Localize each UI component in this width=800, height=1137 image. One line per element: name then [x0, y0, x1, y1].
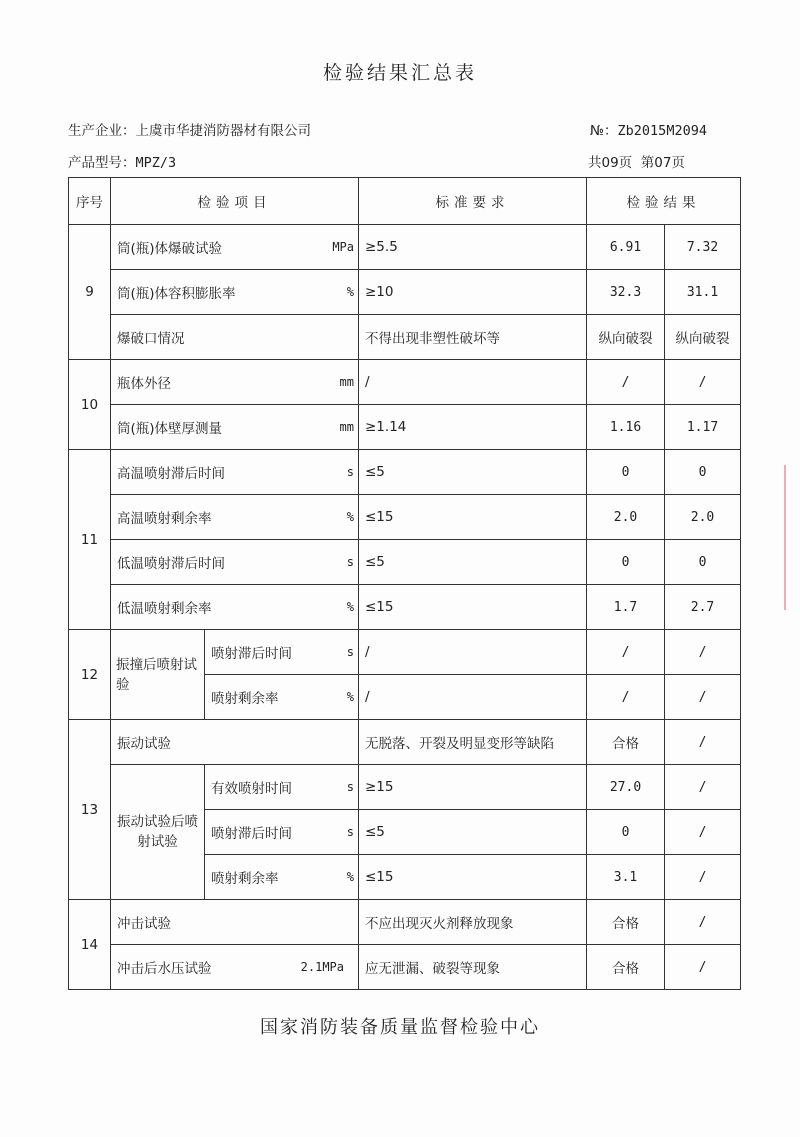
standard-cell: ≤15	[359, 495, 587, 540]
table-row	[69, 495, 741, 540]
result-cell-2: /	[665, 900, 741, 945]
item-cell	[111, 585, 359, 630]
item-cell	[111, 945, 359, 990]
result-cell-2: /	[665, 630, 741, 675]
item-text: 喷射滞后时间	[211, 826, 292, 842]
item-text: 瓶体外径	[117, 376, 171, 392]
result-cell-2: /	[665, 720, 741, 765]
result-cell-2: 2.7	[665, 585, 741, 630]
model-line	[68, 151, 176, 171]
item-cell	[111, 450, 359, 495]
result-cell-1: /	[587, 675, 665, 720]
unit-text: s	[346, 645, 354, 659]
unit-text: %	[346, 690, 354, 704]
item-cell	[205, 765, 359, 810]
result-cell-1: 32.3	[587, 270, 665, 315]
result-cell-2: /	[665, 765, 741, 810]
result-cell-2: 7.32	[665, 225, 741, 270]
result-cell-1: 6.91	[587, 225, 665, 270]
item-text: 筒(瓶)体壁厚测量	[117, 421, 223, 437]
item-cell	[111, 900, 359, 945]
item-cell	[111, 225, 359, 270]
item-cell	[205, 855, 359, 900]
header-seq: 序号	[69, 178, 111, 225]
table-row	[69, 720, 741, 765]
item-text: 喷射滞后时间	[211, 646, 292, 662]
item-text: 冲击试验	[117, 916, 171, 932]
result-cell-1: /	[587, 360, 665, 405]
result-cell-1: 0	[587, 810, 665, 855]
standard-cell: ≥1.14	[359, 405, 587, 450]
seq-cell: 14	[69, 900, 111, 990]
table-row	[69, 225, 741, 270]
item-cell	[111, 495, 359, 540]
result-cell-2: 纵向破裂	[665, 315, 741, 360]
item-text: 高温喷射剩余率	[117, 511, 212, 527]
header-standard: 标准要求	[359, 178, 587, 225]
standard-cell: ≤5	[359, 540, 587, 585]
result-cell-2: /	[665, 360, 741, 405]
seq-cell: 12	[69, 630, 111, 720]
unit-text: mm	[339, 375, 354, 389]
company-label: 生产企业：	[68, 123, 136, 139]
unit-text: %	[346, 510, 354, 524]
number-label: №：	[590, 123, 618, 139]
table-row	[69, 360, 741, 405]
item-text: 有效喷射时间	[211, 781, 292, 797]
standard-cell: 不应出现灭火剂释放现象	[359, 900, 587, 945]
table-row	[69, 765, 741, 810]
result-cell-1: 1.16	[587, 405, 665, 450]
result-cell-1: 27.0	[587, 765, 665, 810]
result-cell-1: 0	[587, 450, 665, 495]
result-cell-2: /	[665, 810, 741, 855]
total-pages: 共09页	[588, 155, 633, 171]
table-row	[69, 450, 741, 495]
item-text: 筒(瓶)体容积膨胀率	[117, 286, 236, 302]
unit-text: s	[346, 555, 354, 569]
seq-cell: 11	[69, 450, 111, 630]
report-number: Zb2015M2094	[617, 123, 707, 139]
page-info	[588, 151, 685, 171]
item-cell	[111, 360, 359, 405]
stamp-edge	[784, 465, 800, 610]
seq-cell: 10	[69, 360, 111, 450]
results-table	[68, 177, 741, 990]
unit-text: s	[346, 780, 354, 794]
item-cell	[205, 810, 359, 855]
result-cell-1: 合格	[587, 945, 665, 990]
company-name: 上虞市华捷消防器材有限公司	[135, 123, 311, 139]
unit-text: %	[346, 285, 354, 299]
seq-cell: 9	[69, 225, 111, 360]
unit-text: MPa	[332, 240, 354, 254]
result-cell-2: /	[665, 855, 741, 900]
standard-cell: /	[359, 675, 587, 720]
standard-cell: /	[359, 360, 587, 405]
result-cell-1: 1.7	[587, 585, 665, 630]
item-cell	[111, 540, 359, 585]
unit-text: s	[346, 465, 354, 479]
result-cell-1: 2.0	[587, 495, 665, 540]
model-label: 产品型号：	[68, 155, 136, 171]
table-row	[69, 315, 741, 360]
standard-cell: 应无泄漏、破裂等现象	[359, 945, 587, 990]
result-cell-1: 纵向破裂	[587, 315, 665, 360]
result-cell-1: /	[587, 630, 665, 675]
unit-text: s	[346, 825, 354, 839]
table-row	[69, 900, 741, 945]
result-cell-1: 0	[587, 540, 665, 585]
item-text: 冲击后水压试验	[117, 961, 212, 977]
standard-cell: /	[359, 630, 587, 675]
table-row	[69, 270, 741, 315]
result-cell-1: 3.1	[587, 855, 665, 900]
group-cell: 振撞后喷射试验	[111, 630, 205, 720]
item-cell	[111, 315, 359, 360]
item-cell	[111, 405, 359, 450]
table-row	[69, 630, 741, 675]
result-cell-2: 31.1	[665, 270, 741, 315]
item-cell	[111, 720, 359, 765]
item-cell	[205, 630, 359, 675]
unit-text: %	[346, 870, 354, 884]
result-cell-2: 2.0	[665, 495, 741, 540]
unit-text: %	[346, 600, 354, 614]
standard-cell: ≥10	[359, 270, 587, 315]
standard-cell: ≤5	[359, 450, 587, 495]
result-cell-1: 合格	[587, 720, 665, 765]
result-cell-2: 0	[665, 540, 741, 585]
unit-text: 2.1MPa	[300, 960, 344, 974]
issuer-footer: 国家消防装备质量监督检验中心	[260, 1017, 540, 1038]
item-text: 低温喷射滞后时间	[117, 556, 225, 572]
header-item: 检验项目	[111, 178, 359, 225]
result-cell-2: 1.17	[665, 405, 741, 450]
result-cell-1: 合格	[587, 900, 665, 945]
page-title: 检验结果汇总表	[322, 62, 477, 84]
standard-cell: ≤15	[359, 855, 587, 900]
table-row	[69, 585, 741, 630]
table-header-row	[69, 178, 741, 225]
result-cell-2: /	[665, 945, 741, 990]
result-cell-2: /	[665, 675, 741, 720]
item-text: 低温喷射剩余率	[117, 601, 212, 617]
item-text: 喷射剩余率	[211, 691, 279, 707]
result-cell-2: 0	[665, 450, 741, 495]
item-cell	[111, 270, 359, 315]
item-text: 喷射剩余率	[211, 871, 279, 887]
item-text: 筒(瓶)体爆破试验	[117, 241, 223, 257]
seq-cell: 13	[69, 720, 111, 900]
table-row	[69, 405, 741, 450]
unit-text: mm	[339, 420, 354, 434]
standard-cell: 无脱落、开裂及明显变形等缺陷	[359, 720, 587, 765]
standard-cell: ≥5.5	[359, 225, 587, 270]
item-cell	[205, 675, 359, 720]
report-number-line	[590, 119, 707, 139]
model-value: MPZ/3	[135, 155, 177, 171]
table-row	[69, 540, 741, 585]
item-text: 振动试验	[117, 736, 171, 752]
current-page: 第07页	[640, 155, 685, 171]
standard-cell: 不得出现非塑性破坏等	[359, 315, 587, 360]
item-text: 爆破口情况	[117, 331, 185, 347]
standard-cell: ≥15	[359, 765, 587, 810]
group-cell: 振动试验后喷射试验	[111, 765, 205, 900]
company-line	[68, 119, 311, 139]
standard-cell: ≤5	[359, 810, 587, 855]
item-text: 高温喷射滞后时间	[117, 466, 225, 482]
table-row	[69, 945, 741, 990]
header-result: 检验结果	[587, 178, 741, 225]
standard-cell: ≤15	[359, 585, 587, 630]
